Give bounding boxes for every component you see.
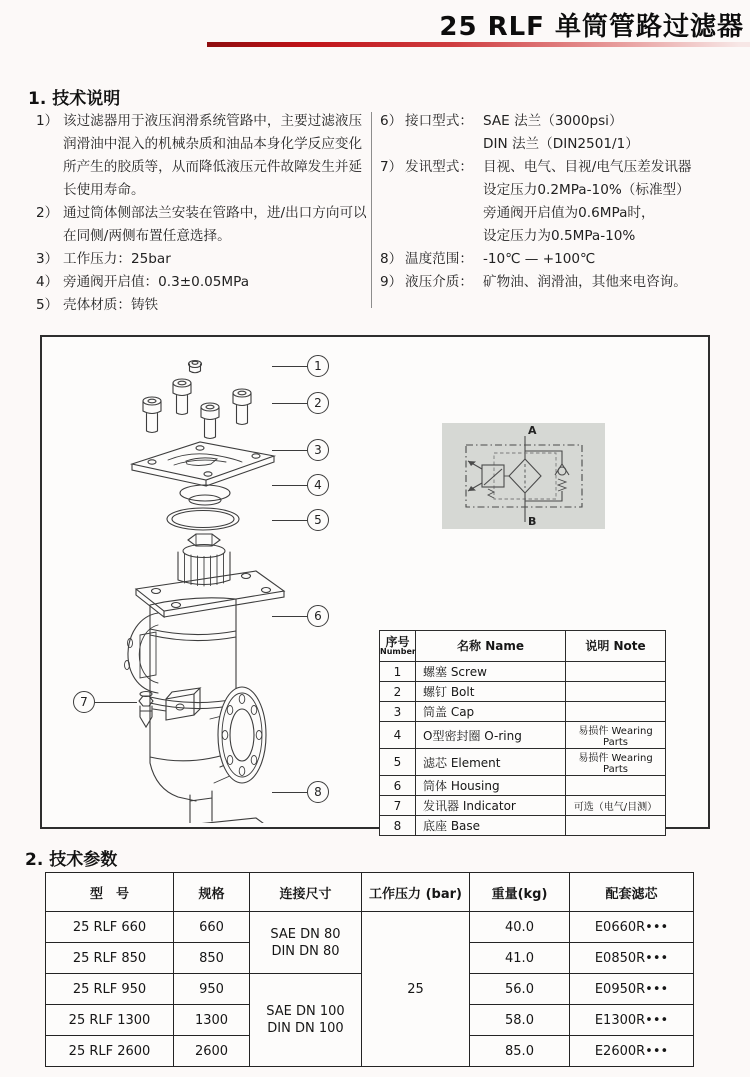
- params-table: [45, 872, 694, 1067]
- callout-number: 7: [73, 691, 95, 713]
- hydraulic-symbol-drawing: [442, 423, 605, 529]
- leader-line: [95, 702, 137, 703]
- parts-row: [380, 662, 666, 682]
- exploded-view-drawing: [60, 343, 360, 823]
- callout-4: [272, 474, 329, 496]
- parts-table: [379, 630, 666, 836]
- leader-line: [272, 520, 307, 521]
- parts-row: [380, 776, 666, 796]
- spec-item-line: 设定压力0.2MPa-10%（标准型）: [483, 182, 690, 198]
- leader-line: [272, 792, 307, 793]
- part-name: O型密封圈 O-ring: [416, 722, 566, 749]
- spec-item-text: 旁通阀开启值：0.3±0.05MPa: [63, 274, 250, 290]
- model-cell: 25 RLF 2600: [46, 1036, 174, 1067]
- spec-item-number: 8）: [380, 251, 403, 267]
- spec-cell: 2600: [174, 1036, 250, 1067]
- callout-7: [73, 691, 137, 713]
- spec-item-4: [36, 271, 368, 294]
- part-number: 7: [380, 796, 416, 816]
- parts-header-number-zh: 序号: [385, 634, 410, 649]
- params-header-weight: 重量(kg): [470, 873, 570, 912]
- element-cell: E0660R•••: [570, 912, 694, 943]
- callout-number: 5: [307, 509, 329, 531]
- params-row: [46, 912, 694, 943]
- connection-line: DIN DN 80: [271, 943, 340, 959]
- connection-line: DIN DN 100: [267, 1021, 344, 1036]
- section2-heading: 2. 技术参数: [25, 850, 118, 870]
- parts-row: [380, 682, 666, 702]
- section1-heading: 1. 技术说明: [28, 89, 121, 109]
- callout-number: 1: [307, 355, 329, 377]
- model-cell: 25 RLF 1300: [46, 1005, 174, 1036]
- parts-header-row: [380, 631, 666, 662]
- part-note: [566, 662, 666, 682]
- part-number: 2: [380, 682, 416, 702]
- parts-row: [380, 702, 666, 722]
- spec-cell: 1300: [174, 1005, 250, 1036]
- parts-row: [380, 816, 666, 836]
- connection-cell-dn80: [250, 912, 362, 974]
- model-cell: 25 RLF 660: [46, 912, 174, 943]
- spec-item-line: 目视、电气、目视/电气压差发讯器: [483, 159, 692, 175]
- spec-item-label: 液压介质：: [405, 274, 473, 290]
- spec-item-9: [380, 271, 746, 294]
- params-header-pressure: 工作压力 (bar): [362, 873, 470, 912]
- part-number: 3: [380, 702, 416, 722]
- part-note: 可选（电气/目测）: [566, 796, 666, 816]
- leader-line: [272, 616, 307, 617]
- spec-item-label: 接口型式：: [405, 113, 473, 129]
- part-name: 滤芯 Element: [416, 749, 566, 776]
- spec-item-label: 温度范围：: [405, 251, 473, 267]
- spec-item-number: 4）: [36, 274, 59, 290]
- spec-item-8: [380, 248, 746, 271]
- spec-item-6: [380, 110, 746, 156]
- element-cell: E1300R•••: [570, 1005, 694, 1036]
- red-underline: [207, 42, 750, 47]
- part-name: 筒体 Housing: [416, 776, 566, 796]
- part-note: [566, 702, 666, 722]
- callout-number: 6: [307, 605, 329, 627]
- spec-item-number: 1）: [36, 113, 59, 129]
- spec-item-1: [36, 110, 368, 202]
- spec-item-text: 工作压力：25bar: [63, 251, 171, 267]
- parts-header-number: [380, 631, 416, 662]
- element-cell: E2600R•••: [570, 1036, 694, 1067]
- part-name: 螺塞 Screw: [416, 662, 566, 682]
- spec-item-number: 2）: [36, 205, 59, 221]
- callout-5: [272, 509, 329, 531]
- spec-item-number: 9）: [380, 274, 403, 290]
- parts-row: [380, 722, 666, 749]
- part-number: 5: [380, 749, 416, 776]
- callout-8: [272, 781, 329, 803]
- leader-line: [272, 366, 307, 367]
- weight-cell: 40.0: [470, 912, 570, 943]
- weight-cell: 56.0: [470, 974, 570, 1005]
- connection-cell-dn100: [250, 974, 362, 1067]
- element-cell: E0850R•••: [570, 943, 694, 974]
- part-name: 螺钉 Bolt: [416, 682, 566, 702]
- leader-line: [272, 403, 307, 404]
- spec-item-2: [36, 202, 368, 248]
- part-number: 1: [380, 662, 416, 682]
- part-name: 发讯器 Indicator: [416, 796, 566, 816]
- spec-list-left: [36, 110, 368, 317]
- part-number: 4: [380, 722, 416, 749]
- spec-item-number: 3）: [36, 251, 59, 267]
- column-divider: [371, 112, 372, 308]
- schematic-panel: [442, 423, 605, 529]
- spec-item-line: 设定压力为0.5MPa-10%: [483, 228, 636, 244]
- parts-header-number-en: Number: [380, 647, 416, 657]
- part-note: 易损件 Wearing Parts: [566, 749, 666, 776]
- spec-item-number: 5）: [36, 297, 59, 313]
- spec-item-text: 壳体材质：铸铁: [63, 297, 159, 313]
- parts-row: [380, 749, 666, 776]
- spec-item-3: [36, 248, 368, 271]
- callout-3: [272, 439, 329, 461]
- callout-number: 4: [307, 474, 329, 496]
- spec-list-right: [380, 110, 746, 294]
- leader-line: [272, 450, 307, 451]
- callout-6: [272, 605, 329, 627]
- connection-line: SAE DN 80: [270, 926, 341, 942]
- spec-item-line: 旁通阀开启值为0.6MPa时，: [483, 205, 655, 221]
- callout-number: 2: [307, 392, 329, 414]
- part-number: 6: [380, 776, 416, 796]
- callout-number: 8: [307, 781, 329, 803]
- parts-row: [380, 796, 666, 816]
- spec-item-line: DIN 法兰（DIN2501/1）: [483, 136, 639, 152]
- weight-cell: 41.0: [470, 943, 570, 974]
- params-header-spec: 规格: [174, 873, 250, 912]
- leader-line: [272, 485, 307, 486]
- connection-line: SAE DN 100: [266, 1004, 345, 1019]
- port-label-b: B: [528, 515, 537, 528]
- spec-item-line: 矿物油、润滑油，其他来电咨询。: [483, 274, 687, 290]
- model-cell: 25 RLF 950: [46, 974, 174, 1005]
- params-header-conn: 连接尺寸: [250, 873, 362, 912]
- spec-item-line: -10℃ — +100℃: [483, 251, 596, 267]
- part-note: 易损件 Wearing Parts: [566, 722, 666, 749]
- callout-number: 3: [307, 439, 329, 461]
- part-name: 底座 Base: [416, 816, 566, 836]
- spec-item-number: 7）: [380, 159, 403, 175]
- port-label-a: A: [528, 424, 537, 437]
- model-cell: 25 RLF 850: [46, 943, 174, 974]
- spec-item-5: [36, 294, 368, 317]
- diagram-box: [40, 335, 710, 833]
- spec-cell: 850: [174, 943, 250, 974]
- weight-cell: 58.0: [470, 1005, 570, 1036]
- spec-item-line: SAE 法兰（3000psi）: [483, 113, 623, 129]
- part-note: [566, 682, 666, 702]
- pressure-cell: 25: [362, 912, 470, 1067]
- part-note: [566, 776, 666, 796]
- spec-item-number: 6）: [380, 113, 403, 129]
- part-number: 8: [380, 816, 416, 836]
- params-header-model: 型 号: [46, 873, 174, 912]
- parts-header-note: 说明 Note: [566, 631, 666, 662]
- spec-cell: 660: [174, 912, 250, 943]
- spec-cell: 950: [174, 974, 250, 1005]
- callout-2: [272, 392, 329, 414]
- part-note: [566, 816, 666, 836]
- parts-header-name: 名称 Name: [416, 631, 566, 662]
- page-title: 25 RLF 单筒管路过滤器: [439, 12, 744, 42]
- spec-item-text: 该过滤器用于液压润滑系统管路中，主要过滤液压润滑油中混入的机械杂质和油品本身化学反应变化所产生的胶质等，从而降低液压元件故障发生并延长使用寿命。: [63, 113, 363, 198]
- spec-item-7: [380, 156, 746, 248]
- params-header-row: [46, 873, 694, 912]
- weight-cell: 85.0: [470, 1036, 570, 1067]
- element-cell: E0950R•••: [570, 974, 694, 1005]
- spec-item-text: 通过筒体侧部法兰安装在管路中，进/出口方向可以在同侧/两侧布置任意选择。: [63, 205, 367, 244]
- spec-item-label: 发讯型式：: [405, 159, 473, 175]
- callout-1: [272, 355, 329, 377]
- part-name: 筒盖 Cap: [416, 702, 566, 722]
- params-header-element: 配套滤芯: [570, 873, 694, 912]
